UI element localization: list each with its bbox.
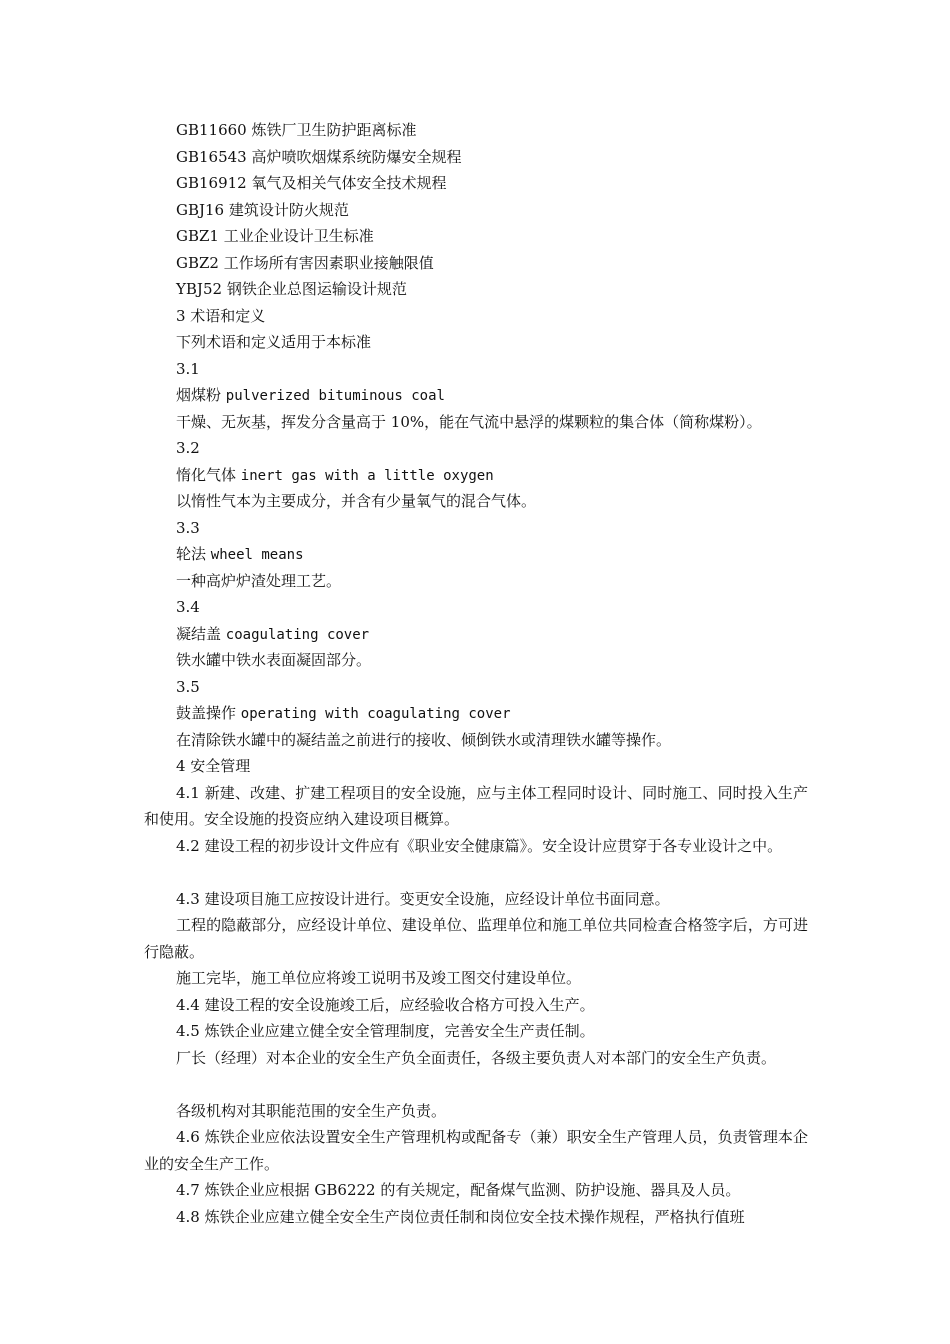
- standard-code: GB16543: [176, 147, 247, 166]
- clause-paragraph: 4.3 建设项目施工应按设计进行。变更安全设施，应经设计单位书面同意。: [176, 889, 670, 908]
- term-english: pulverized bituminous coal: [225, 388, 445, 404]
- term-definition: 在清除铁水罐中的凝结盖之前进行的接收、倾倒铁水或清理铁水罐等操作。: [176, 730, 672, 749]
- standard-title: 钢铁企业总图运输设计规范: [226, 280, 407, 298]
- standard-item: [144, 197, 808, 224]
- section-4-heading: 4 安全管理: [176, 757, 251, 775]
- term-heading: [144, 382, 808, 409]
- term-definition: 以惰性气本为主要成分，并含有少量氧气的混合气体。: [176, 492, 537, 510]
- clause-paragraph: 工程的隐蔽部分，应经设计单位、建设单位、监理单位和施工单位共同检查合格签字后，方可进行隐蔽。: [144, 916, 808, 961]
- term-number: 3.3: [176, 518, 200, 537]
- standard-item: [144, 276, 808, 303]
- standard-code: YBJ52: [176, 280, 223, 298]
- term-entry: [144, 674, 808, 754]
- section-3-intro: 下列术语和定义适用于本标准: [176, 333, 372, 351]
- clause-paragraph: 4.5 炼铁企业应建立健全安全管理制度，完善安全生产责任制。: [176, 1022, 595, 1040]
- clause-paragraph: 4.6 炼铁企业应依法设置安全生产管理机构或配备专（兼）职安全生产管理人员，负责管理本企业的安全生产工作。: [144, 1128, 808, 1173]
- term-definition: 铁水罐中铁水表面凝固部分。: [176, 651, 372, 669]
- term-english: wheel means: [210, 547, 304, 563]
- standard-title: 建筑设计防火规范: [228, 200, 349, 219]
- standard-code: GB11660: [176, 121, 247, 139]
- clause-paragraph: 各级机构对其职能范围的安全生产负责。: [176, 1101, 447, 1120]
- term-number: 3.2: [176, 439, 200, 457]
- term-name: 凝结盖: [176, 624, 222, 643]
- term-entry: [144, 356, 808, 436]
- standard-title: 高炉喷吹烟煤系统防爆安全规程: [251, 147, 462, 166]
- section-4-body: [144, 780, 808, 1231]
- section-3-heading: 3 术语和定义: [176, 306, 266, 325]
- standard-item: [144, 144, 808, 171]
- term-entry: [144, 435, 808, 515]
- document-body: [144, 117, 808, 1230]
- standard-item: [144, 223, 808, 250]
- standards-list: [144, 117, 808, 303]
- clause-paragraph: 4.8 炼铁企业应建立健全安全生产岗位责任制和岗位安全技术操作规程，严格执行值班: [176, 1207, 745, 1226]
- term-name: 烟煤粉: [176, 386, 222, 404]
- term-number: 3.5: [176, 677, 200, 696]
- clause-paragraph: 厂长（经理）对本企业的安全生产负全面责任，各级主要负责人对本部门的安全生产负责。: [176, 1048, 777, 1067]
- standard-code: GBZ1: [176, 227, 219, 245]
- standard-code: GBZ2: [176, 253, 219, 272]
- clause-paragraph: 4.2 建设工程的初步设计文件应有《职业安全健康篇》。安全设计应贯穿于各专业设计之中。: [176, 836, 783, 855]
- standard-item: [144, 117, 808, 144]
- term-english: coagulating cover: [225, 626, 370, 643]
- term-definition: 一种高炉炉渣处理工艺。: [176, 571, 342, 590]
- term-english: inert gas with a little oxygen: [240, 467, 494, 484]
- standard-code: GBJ16: [176, 200, 225, 219]
- term-entry: [144, 515, 808, 595]
- term-entry: [144, 594, 808, 674]
- clause-paragraph: 施工完毕，施工单位应将竣工说明书及竣工图交付建设单位。: [176, 969, 582, 987]
- standard-title: 炼铁厂卫生防护距离标准: [251, 121, 417, 139]
- standard-title: 工作场所有害因素职业接触限值: [223, 253, 434, 272]
- standard-code: GB16912: [176, 174, 247, 192]
- standard-item: [144, 250, 808, 277]
- standard-title: 工业企业设计卫生标准: [223, 227, 374, 245]
- term-name: 轮法: [176, 545, 207, 563]
- term-name: 鼓盖操作: [176, 704, 237, 722]
- term-heading: [144, 541, 808, 568]
- term-definition: 干燥、无灰基，挥发分含量高于 10%，能在气流中悬浮的煤颗粒的集合体（简称煤粉）。: [176, 412, 762, 431]
- term-heading: [144, 462, 808, 489]
- standard-title: 氧气及相关气体安全技术规程: [251, 174, 447, 192]
- standard-item: [144, 170, 808, 197]
- term-english: operating with coagulating cover: [240, 706, 511, 722]
- clause-paragraph: 4.7 炼铁企业应根据 GB6222 的有关规定，配备煤气监测、防护设施、器具及人员。: [176, 1181, 741, 1199]
- term-number: 3.1: [176, 359, 200, 378]
- term-name: 惰化气体: [176, 465, 237, 484]
- clause-paragraph: 4.1 新建、改建、扩建工程项目的安全设施，应与主体工程同时设计、同时施工、同时投入生产和使用。安全设施的投资应纳入建设项目概算。: [144, 783, 808, 828]
- clause-paragraph: 4.4 建设工程的安全设施竣工后，应经验收合格方可投入生产。: [176, 995, 595, 1014]
- term-number: 3.4: [176, 598, 200, 616]
- term-heading: [144, 700, 808, 727]
- term-heading: [144, 621, 808, 648]
